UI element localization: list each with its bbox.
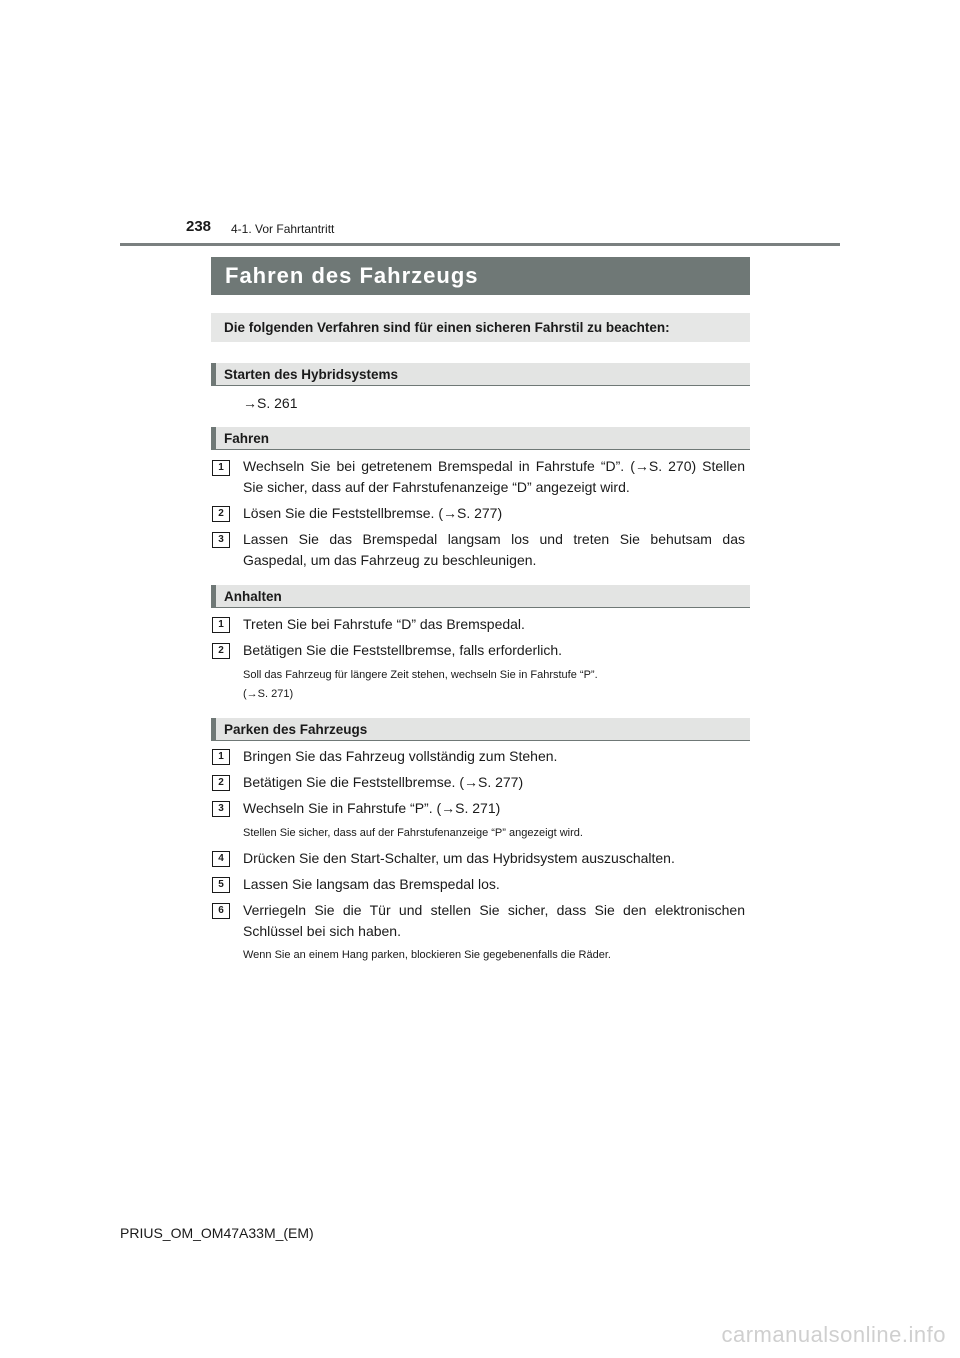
header-divider bbox=[120, 243, 840, 246]
step-number-badge: 1 bbox=[212, 617, 230, 633]
stopping-note-line-1: Soll das Fahrzeug für längere Zeit stehen, wechseln Sie in Fahrstufe “P”. bbox=[243, 669, 598, 681]
step-number-badge: 3 bbox=[212, 801, 230, 817]
step-number-badge: 4 bbox=[212, 851, 230, 867]
watermark: carmanualsonline.info bbox=[721, 1322, 946, 1347]
driving-step-2: Lösen Sie die Feststellbremse. (→S. 277) bbox=[243, 505, 503, 521]
stopping-note bbox=[243, 666, 745, 704]
starting-reference-link[interactable]: →S. 261 bbox=[243, 395, 298, 411]
heading-parking: Parken des Fahrzeugs bbox=[211, 718, 750, 741]
parking-note-step-3: Stellen Sie sicher, dass auf der Fahrstufenanzeige “P” angezeigt wird. bbox=[243, 827, 583, 839]
step-number-badge: 2 bbox=[212, 506, 230, 522]
parking-step-4: Drücken Sie den Start-Schalter, um das Hybridsystem auszuschalten. bbox=[243, 850, 675, 866]
step-number-badge: 5 bbox=[212, 877, 230, 893]
parking-note-step-6: Wenn Sie an einem Hang parken, blockieren Sie gegebenenfalls die Räder. bbox=[243, 949, 611, 961]
step-number-badge: 1 bbox=[212, 460, 230, 476]
step-number-badge: 3 bbox=[212, 532, 230, 548]
driving-step-3: Lassen Sie das Bremspedal langsam los und treten Sie behutsam das Gaspedal, um das Fahrzeug zu beschleunigen. bbox=[243, 531, 745, 568]
page-title-bar bbox=[211, 257, 750, 295]
parking-step-2: Betätigen Sie die Feststellbremse. (→S. 277) bbox=[243, 774, 524, 790]
step-number-badge: 2 bbox=[212, 643, 230, 659]
page-title: Fahren des Fahrzeugs bbox=[225, 263, 479, 288]
driving-step-1: Wechseln Sie bei getretenem Bremspedal in Fahrstufe “D”. (→S. 270) Stellen Sie sicher, dass auf der Fahrstufenanzeige “D” angezeigt wird. bbox=[243, 458, 745, 495]
step-number-badge: 1 bbox=[212, 749, 230, 765]
intro-text: Die folgenden Verfahren sind für einen sicheren Fahrstil zu beachten: bbox=[211, 313, 750, 342]
step-number-badge: 2 bbox=[212, 775, 230, 791]
stopping-step-1: Treten Sie bei Fahrstufe “D” das Bremspedal. bbox=[243, 616, 525, 632]
heading-stopping: Anhalten bbox=[211, 585, 750, 608]
step-number-badge: 6 bbox=[212, 903, 230, 919]
page-number: 238 bbox=[186, 218, 212, 235]
document-code: PRIUS_OM_OM47A33M_(EM) bbox=[120, 1225, 314, 1241]
section-label: 4-1. Vor Fahrtantritt bbox=[231, 222, 335, 236]
heading-starting: Starten des Hybridsystems bbox=[211, 363, 750, 386]
parking-step-1: Bringen Sie das Fahrzeug vollständig zum Stehen. bbox=[243, 748, 558, 764]
stopping-step-2: Betätigen Sie die Feststellbremse, falls erforderlich. bbox=[243, 642, 563, 658]
parking-step-3: Wechseln Sie in Fahrstufe “P”. (→S. 271) bbox=[243, 800, 501, 816]
parking-step-5: Lassen Sie langsam das Bremspedal los. bbox=[243, 876, 500, 892]
stopping-note-line-2: (→S. 271) bbox=[243, 688, 294, 700]
heading-driving: Fahren bbox=[211, 427, 750, 450]
parking-step-6: Verriegeln Sie die Tür und stellen Sie sicher, dass Sie den elektronischen Schlüssel bei sich haben. bbox=[243, 902, 745, 939]
